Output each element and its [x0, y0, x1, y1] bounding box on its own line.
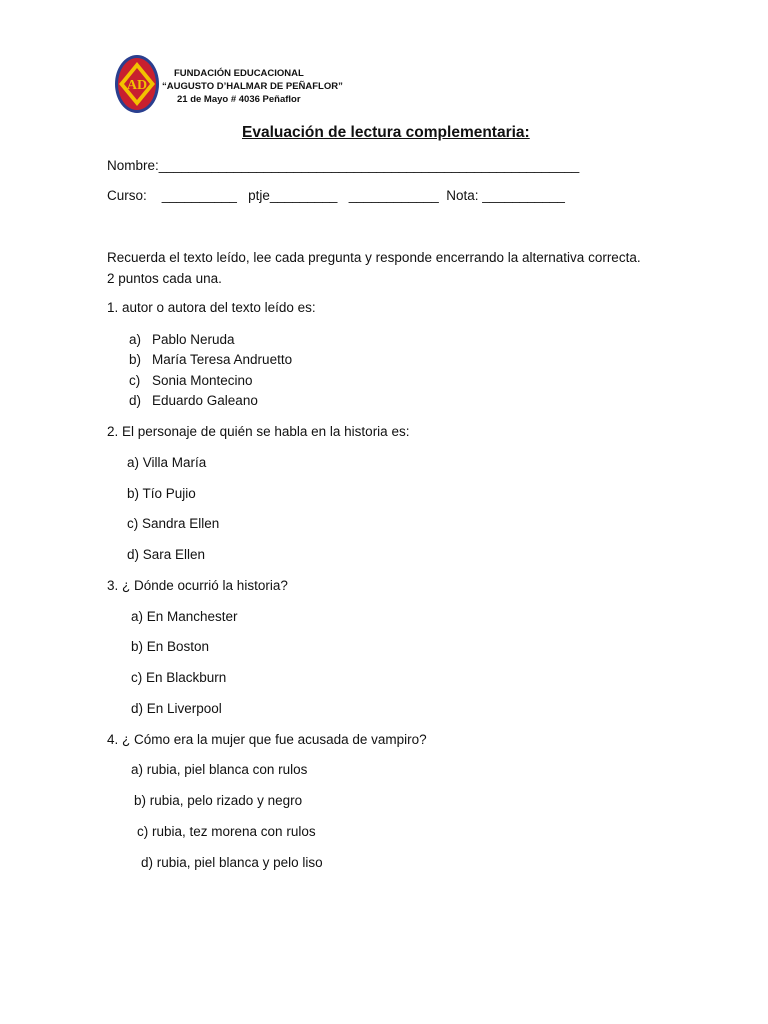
school-name: “AUGUSTO D’HALMAR DE PEÑAFLOR” — [162, 81, 343, 92]
q1-option-d: Eduardo Galeano — [152, 393, 258, 408]
question-2: 2. El personaje de quién se habla en la historia es: — [107, 424, 410, 439]
q1-option-d-letter: d) — [129, 393, 142, 408]
school-logo — [114, 54, 160, 114]
q4-option-c: c) rubia, tez morena con rulos — [137, 824, 316, 839]
page-title: Evaluación de lectura complementaria: — [242, 124, 530, 141]
nombre-field: Nombre:________________________________________________________ — [107, 158, 580, 173]
q4-option-b: b) rubia, pelo rizado y negro — [134, 793, 303, 808]
curso-field-line: Curso: __________ ptje_________ ____________ Nota: ___________ — [107, 188, 565, 203]
instructions-line-2: 2 puntos cada una. — [107, 271, 222, 286]
instructions-line-1: Recuerda el texto leído, lee cada pregunta y responde encerrando la alternativa correcta. — [107, 250, 641, 265]
q2-option-c: c) Sandra Ellen — [127, 516, 220, 531]
q1-option-c: Sonia Montecino — [152, 373, 253, 388]
q2-option-d: d) Sara Ellen — [127, 547, 206, 562]
question-3: 3. ¿ Dónde ocurrió la historia? — [107, 578, 288, 593]
q4-option-d: d) rubia, piel blanca y pelo liso — [141, 855, 323, 870]
q3-option-a: a) En Manchester — [131, 609, 238, 624]
q1-option-a-letter: a) — [129, 332, 142, 347]
q3-option-d: d) En Liverpool — [131, 701, 222, 716]
logo-text: AD — [126, 78, 148, 93]
q1-option-a: Pablo Neruda — [152, 332, 235, 347]
q2-option-b: b) Tío Pujio — [127, 486, 196, 501]
question-4: 4. ¿ Cómo era la mujer que fue acusada de vampiro? — [107, 732, 427, 747]
q3-option-b: b) En Boston — [131, 639, 210, 654]
q3-option-c: c) En Blackburn — [131, 670, 227, 685]
question-1: 1. autor o autora del texto leído es: — [107, 300, 316, 315]
foundation-name: FUNDACIÓN EDUCACIONAL — [174, 68, 304, 79]
q2-option-a: a) Villa María — [127, 455, 207, 470]
q1-option-b: María Teresa Andruetto — [152, 352, 293, 367]
q1-option-c-letter: c) — [129, 373, 141, 388]
q4-option-a: a) rubia, piel blanca con rulos — [131, 762, 308, 777]
school-address: 21 de Mayo # 4036 Peñaflor — [177, 94, 301, 105]
q1-option-b-letter: b) — [129, 352, 142, 367]
